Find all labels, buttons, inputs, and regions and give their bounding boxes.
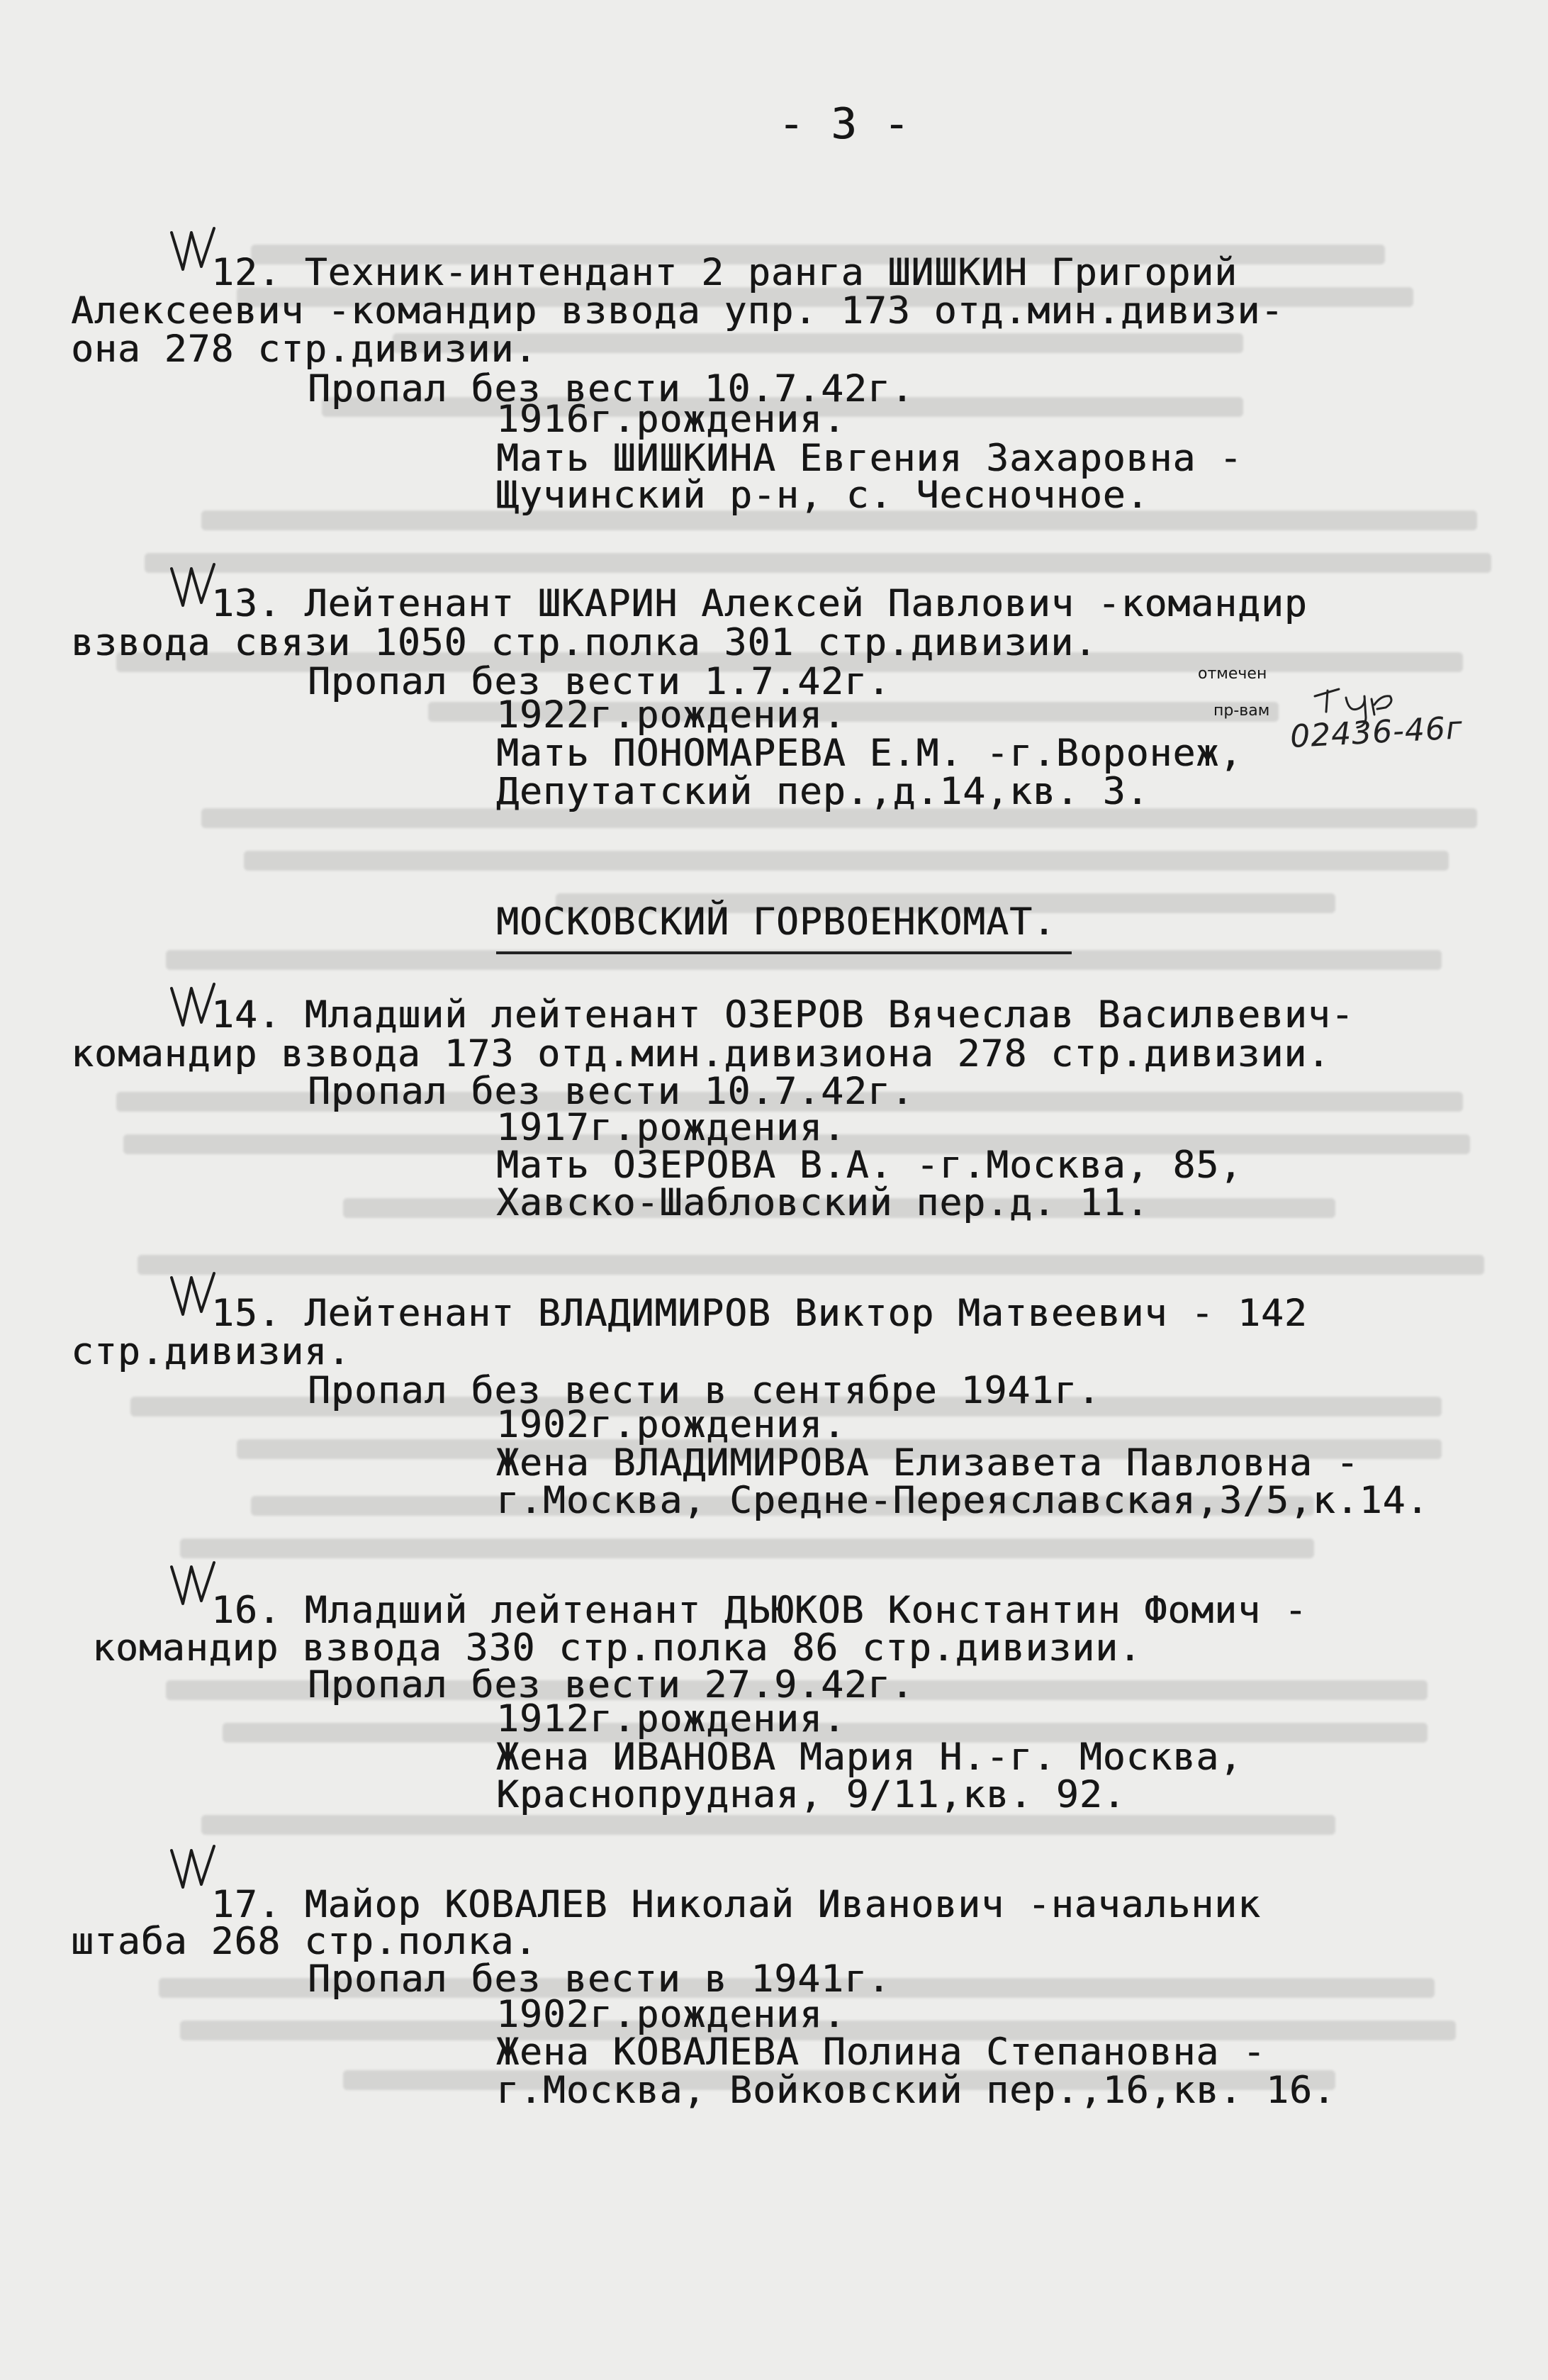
entry-line: Пропал без вести 10.7.42г. — [308, 367, 914, 410]
entry-line: 1917г.рождения. — [496, 1106, 846, 1149]
page-number: - 3 - — [778, 99, 910, 149]
entry-line: Жена КОВАЛЕВА Полина Степановна - — [496, 2030, 1266, 2074]
svg-text:02436-46г: 02436-46г — [1289, 710, 1464, 755]
stamp-note-line: отмечен — [1198, 665, 1267, 683]
entry-line: Пропал без вести 27.9.42г. — [308, 1663, 914, 1706]
heading-underline — [496, 951, 1072, 954]
entry-line: г.Москва, Средне-Переяславская,3/5,к.14. — [496, 1479, 1430, 1522]
entry-line: Пропал без вести в 1941г. — [308, 1957, 891, 2001]
entry-line: 13. Лейтенант ШКАРИН Алексей Павлович -командир — [211, 582, 1308, 625]
entry-line: стр.дивизия. — [71, 1330, 351, 1373]
entry-line: Мать ОЗЕРОВА В.А. -г.Москва, 85, — [496, 1144, 1243, 1187]
entry-line: 1916г.рождения. — [496, 398, 846, 441]
entry-line: 14. Младший лейтенант ОЗЕРОВ Вячеслав Василвевич- — [211, 993, 1354, 1037]
entry-line: Пропал без вести 1.7.42г. — [308, 660, 891, 703]
entry-line: взвода связи 1050 стр.полка 301 стр.дивизии. — [71, 621, 1097, 664]
entry-line: Жена ИВАНОВА Мария Н.-г. Москва, — [496, 1736, 1243, 1779]
entry-line: Алексеевич -командир взвода упр. 173 отд.мин.дивизи- — [71, 289, 1284, 333]
entry-line: штаба 268 стр.полка. — [71, 1920, 538, 1963]
entry-line: Депутатский пер.,д.14,кв. 3. — [496, 770, 1150, 813]
entry-line: Мать ШИШКИНА Евгения Захаровна - — [496, 437, 1243, 480]
handwritten-note — [1286, 681, 1520, 759]
entry-line: командир взвода 330 стр.полка 86 стр.дивизии. — [92, 1626, 1142, 1670]
entry-line: 1902г.рождения. — [496, 1993, 846, 2036]
entry-line: Пропал без вести 10.7.42г. — [308, 1070, 914, 1113]
entry-line: Краснопрудная, 9/11,кв. 92. — [496, 1773, 1126, 1816]
entry-line: 1912г.рождения. — [496, 1697, 846, 1741]
entry-line: Хавско-Шабловский пер.д. 11. — [496, 1181, 1150, 1224]
entry-line: 12. Техник-интендант 2 ранга ШИШКИН Григорий — [211, 251, 1238, 294]
stamp-note-line: пр-вам — [1213, 702, 1270, 720]
entry-line: командир взвода 173 отд.мин.дивизиона 278 стр.дивизии. — [71, 1032, 1331, 1076]
entry-line: Пропал без вести в сентябре 1941г. — [308, 1369, 1101, 1412]
entry-line: 1902г.рождения. — [496, 1403, 846, 1446]
entry-line: г.Москва, Войковский пер.,16,кв. 16. — [496, 2069, 1336, 2112]
entry-line: 17. Майор КОВАЛЕВ Николай Иванович -начальник — [211, 1883, 1261, 1926]
section-heading: МОСКОВСКИЙ ГОРВОЕНКОМАТ. — [496, 900, 1056, 944]
entry-line: 16. Младший лейтенант ДЬЮКОВ Константин Фомич - — [211, 1589, 1308, 1632]
entry-line: Щучинский р-н, с. Чесночное. — [496, 474, 1150, 517]
entry-line: Мать ПОНОМАРЕВА Е.М. -г.Воронеж, — [496, 732, 1243, 775]
entry-line: она 278 стр.дивизии. — [71, 328, 538, 371]
entry-line: 1922г.рождения. — [496, 693, 846, 737]
entry-line: 15. Лейтенант ВЛАДИМИРОВ Виктор Матвеевич - 142 — [211, 1292, 1308, 1335]
entry-line: Жена ВЛАДИМИРОВА Елизавета Павловна - — [496, 1441, 1359, 1485]
